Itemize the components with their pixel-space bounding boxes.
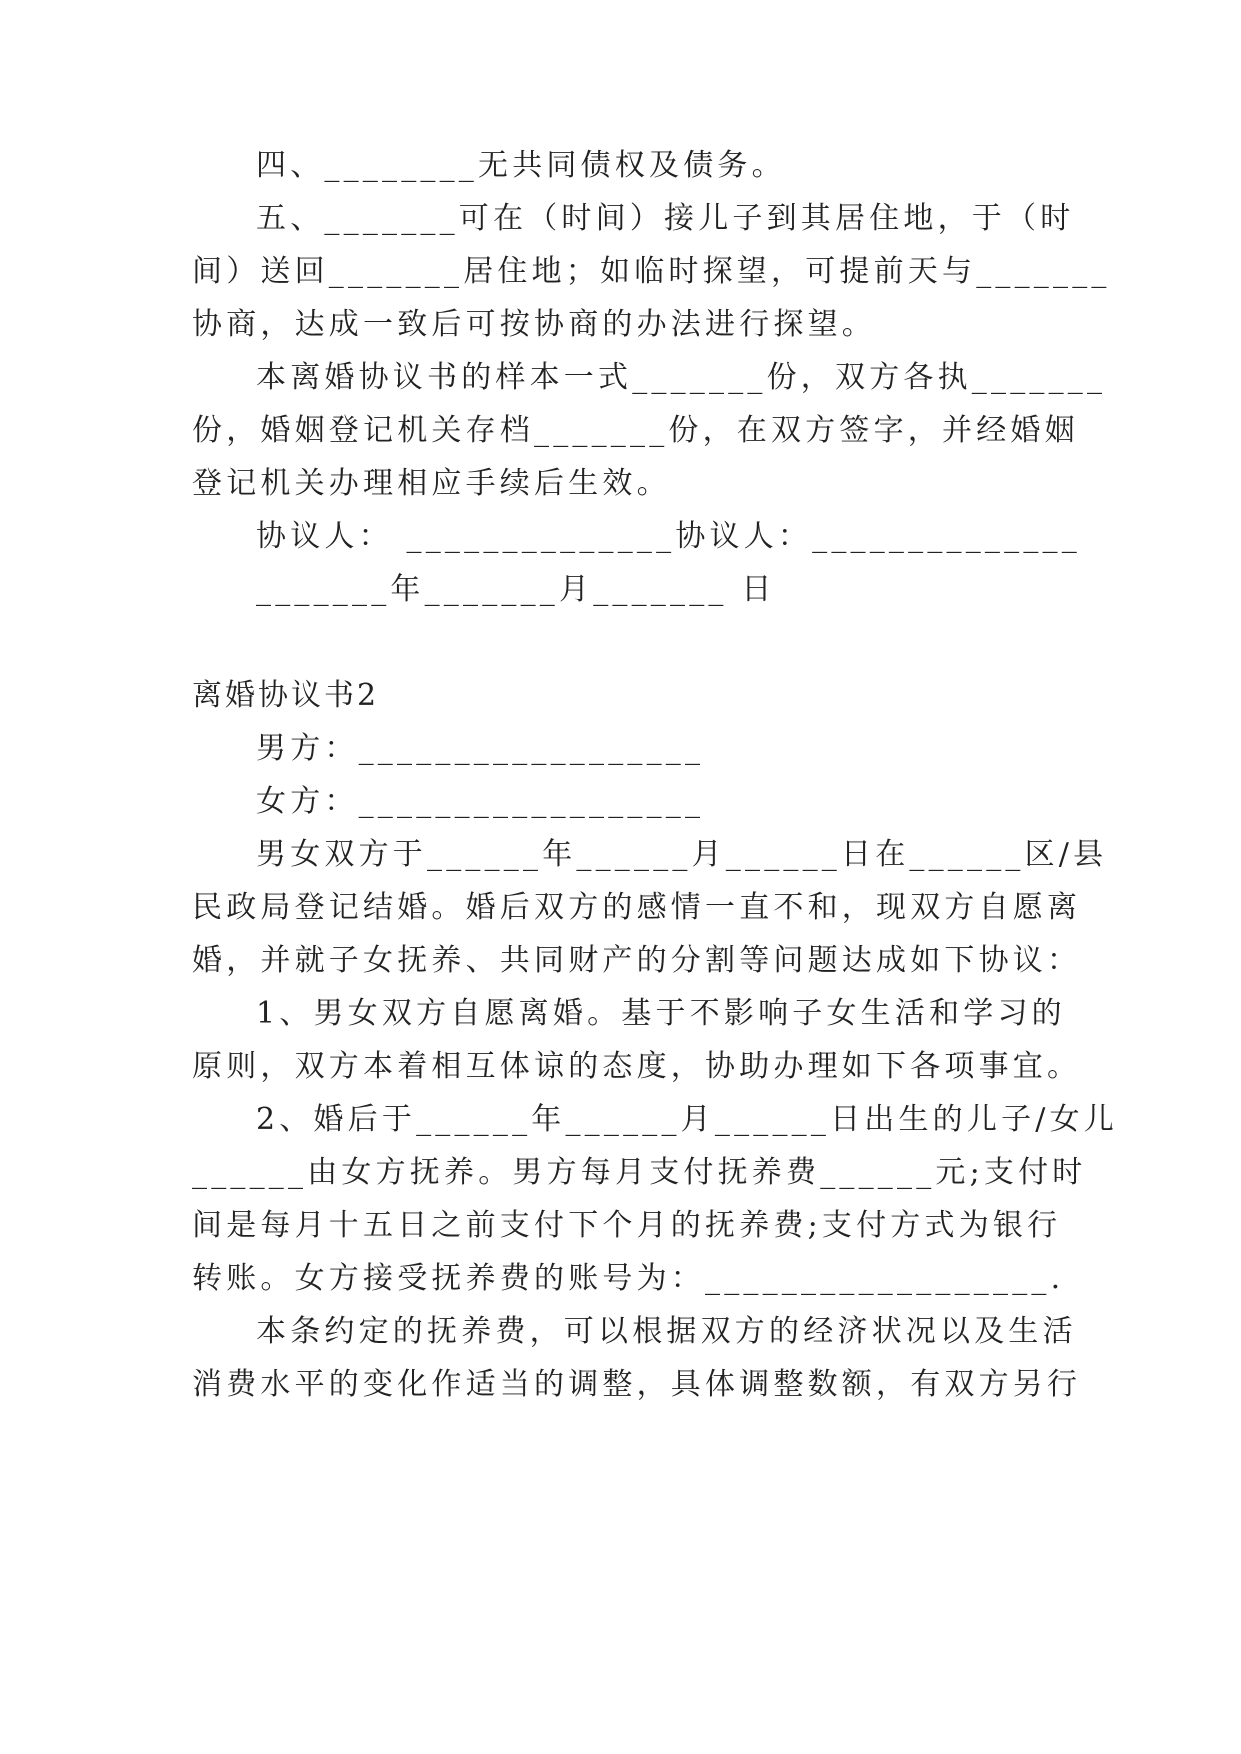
article-2-line-2: ______由女方抚养。男方每月支付抚养费______元;支付时: [192, 1155, 1087, 1190]
adjustment-line-1: 本条约定的抚养费，可以根据双方的经济状况以及生活: [256, 1314, 1077, 1349]
intro-line-3: 婚，并就子女抚养、共同财产的分割等问题达成如下协议：: [192, 943, 1082, 978]
clause-4-line: 四、________无共同债权及债务。: [256, 148, 786, 183]
adjustment-line-2: 消费水平的变化作适当的调整，具体调整数额，有双方另行: [192, 1367, 1082, 1402]
clause-5-line-1: 五、_______可在（时间）接儿子到其居住地，于（时: [256, 201, 1075, 236]
copies-line-2: 份，婚姻登记机关存档_______份，在双方签字，并经婚姻: [192, 413, 1079, 448]
female-party-line: 女方：__________________: [256, 784, 705, 819]
male-party-line: 男方：__________________: [256, 731, 705, 766]
intro-line-1: 男女双方于______年______月______日在______区/县: [256, 837, 1108, 872]
signature-line: 协议人： ______________协议人：______________: [256, 519, 1081, 554]
article-1-line-2: 原则，双方本着相互体谅的态度，协助办理如下各项事宜。: [192, 1049, 1082, 1084]
article-2-line-3: 间是每月十五日之前支付下个月的抚养费;支付方式为银行: [192, 1208, 1062, 1243]
clause-5-line-2: 间）送回_______居住地；如临时探望，可提前天与_______: [192, 254, 1111, 289]
article-2-line-1: 2、婚后于______年______月______日出生的儿子/女儿: [256, 1102, 1118, 1137]
date-line: _______年_______月_______ 日: [256, 572, 776, 607]
copies-line-1: 本离婚协议书的样本一式_______份，双方各执_______: [256, 360, 1107, 395]
article-1-line-1: 1、男女双方自愿离婚。基于不影响子女生活和学习的: [256, 996, 1066, 1031]
section-title: 离婚协议书2: [192, 678, 380, 713]
copies-line-3: 登记机关办理相应手续后生效。: [192, 466, 671, 501]
clause-5-line-3: 协商，达成一致后可按协商的办法进行探望。: [192, 307, 876, 342]
intro-line-2: 民政局登记结婚。婚后双方的感情一直不和，现双方自愿离: [192, 890, 1082, 925]
article-2-line-4: 转账。女方接受抚养费的账号为：__________________.: [192, 1261, 1065, 1296]
